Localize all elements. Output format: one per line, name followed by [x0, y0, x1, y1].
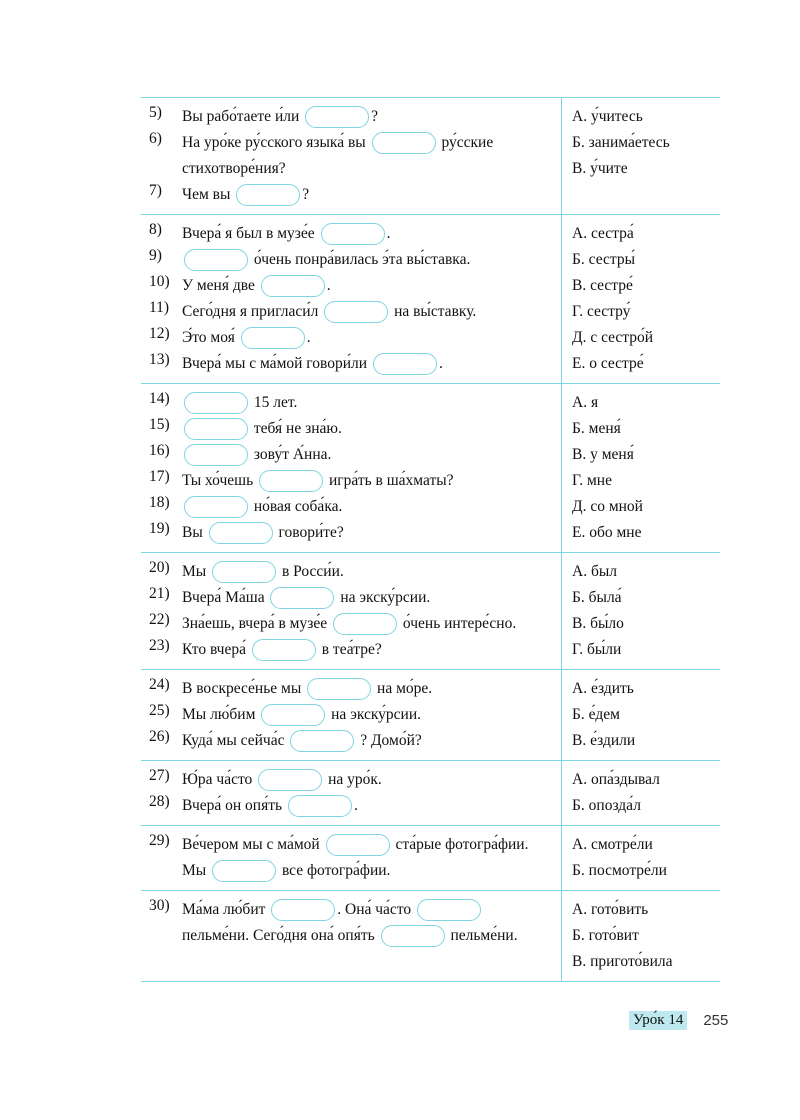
question-item [149, 611, 555, 637]
question-text: Кто вчера́ [182, 641, 250, 658]
exercise-table [141, 97, 720, 982]
question-number: 7) [149, 182, 162, 199]
exercise-section [141, 891, 720, 982]
answer-blank[interactable] [373, 353, 437, 375]
question-number: 26) [149, 728, 170, 745]
question-item [149, 182, 555, 208]
answers-column [562, 553, 720, 669]
answer-blank[interactable] [261, 704, 325, 726]
answer-blank[interactable] [326, 834, 390, 856]
answer-option: А. опа́здывал [572, 771, 660, 788]
answer-option: В. у меня́ [572, 446, 634, 463]
question-text: Ве́чером мы с ма́мой [182, 836, 324, 853]
question-number: 9) [149, 247, 162, 264]
answer-blank[interactable] [209, 522, 273, 544]
question-number: 21) [149, 585, 170, 602]
question-text: Мы лю́бим [182, 706, 260, 723]
exercise-section [141, 826, 720, 891]
question-number: 20) [149, 559, 170, 576]
question-item [149, 520, 555, 546]
question-number: 17) [149, 468, 170, 485]
answer-option: Д. с сестро́й [572, 329, 654, 346]
answers-column [562, 215, 720, 383]
question-text: в теа́тре? [317, 641, 382, 658]
answer-blank[interactable] [212, 561, 276, 583]
answer-blank[interactable] [212, 860, 276, 882]
answers-column [562, 98, 720, 214]
exercise-section [141, 670, 720, 761]
answer-blank[interactable] [381, 925, 445, 947]
questions-column [141, 670, 562, 760]
answer-blank[interactable] [259, 470, 323, 492]
answer-blank[interactable] [184, 418, 248, 440]
exercise-section [141, 553, 720, 670]
question-item [149, 832, 555, 884]
exercise-section [141, 384, 720, 553]
answer-blank[interactable] [324, 301, 388, 323]
question-item [149, 351, 555, 377]
question-number: 24) [149, 676, 170, 693]
answer-blank[interactable] [288, 795, 352, 817]
answer-option: А. смотре́ли [572, 836, 653, 853]
question-text: На уро́ке ру́сского языка́ вы [182, 134, 370, 151]
answer-option: Г. бы́ли [572, 641, 622, 658]
question-number: 16) [149, 442, 170, 459]
questions-column [141, 826, 562, 890]
question-number: 29) [149, 832, 170, 849]
answer-blank[interactable] [290, 730, 354, 752]
exercise-section [141, 98, 720, 215]
answer-option: Б. посмотре́ли [572, 862, 667, 879]
question-text: Куда́ мы сейча́с [182, 732, 289, 749]
question-text: пельме́ни. [446, 927, 518, 944]
question-text: тебя́ не зна́ю. [250, 420, 342, 437]
answer-blank[interactable] [252, 639, 316, 661]
answer-option: Б. е́дем [572, 706, 620, 723]
answer-option: В. бы́ло [572, 615, 624, 632]
answer-blank[interactable] [258, 769, 322, 791]
answer-option: Б. меня́ [572, 420, 621, 437]
question-text: в Росси́и. [278, 563, 344, 580]
question-text: о́чень понра́вилась э́та вы́ставка. [250, 251, 471, 268]
answer-option: Б. опозда́л [572, 797, 641, 814]
answer-option: А. я [572, 394, 599, 411]
answers-column [562, 384, 720, 552]
question-text: Ты хо́чешь [182, 472, 258, 489]
question-text: 15 лет. [250, 394, 298, 411]
question-number: 10) [149, 273, 170, 290]
answer-blank[interactable] [184, 249, 248, 271]
question-number: 19) [149, 520, 170, 537]
question-item [149, 559, 555, 585]
question-text: на мо́ре. [373, 680, 433, 697]
question-item [149, 676, 555, 702]
exercise-section [141, 761, 720, 826]
question-text: на уро́к. [324, 771, 382, 788]
question-item [149, 494, 555, 520]
questions-column [141, 891, 562, 981]
question-text: . Она́ ча́сто [337, 901, 416, 918]
answer-option: В. пригото́вила [572, 953, 673, 970]
answer-option: Б. занима́етесь [572, 134, 670, 151]
question-item [149, 247, 555, 273]
question-number: 28) [149, 793, 170, 810]
question-item [149, 637, 555, 663]
question-text: . [326, 277, 331, 294]
answer-blank[interactable] [305, 106, 369, 128]
answer-option: А. гото́вить [572, 901, 649, 918]
question-text: Мы [182, 862, 211, 879]
answer-option: Б. гото́вит [572, 927, 639, 944]
question-text: игра́ть в ша́хматы? [325, 472, 454, 489]
answer-blank[interactable] [236, 184, 300, 206]
question-item [149, 390, 555, 416]
question-number: 30) [149, 897, 170, 914]
answer-option: В. сестре́ [572, 277, 633, 294]
answer-blank[interactable] [184, 444, 248, 466]
answer-option: А. сестра́ [572, 225, 634, 242]
question-number: 11) [149, 299, 170, 316]
question-text: . [386, 225, 391, 242]
question-item [149, 702, 555, 728]
questions-column [141, 98, 562, 214]
answer-blank[interactable] [372, 132, 436, 154]
page-footer [629, 1011, 728, 1030]
question-number: 18) [149, 494, 170, 511]
question-text: ста́рые фотогра́фии. [391, 836, 529, 853]
question-text: ? [371, 108, 379, 125]
question-item [149, 130, 555, 182]
answers-column [562, 826, 720, 890]
answer-option: Г. сестру́ [572, 303, 631, 320]
question-text: Зна́ешь, вчера́ в музе́е [182, 615, 331, 632]
answer-blank[interactable] [261, 275, 325, 297]
answer-blank[interactable] [321, 223, 385, 245]
question-text: все фотогра́фии. [278, 862, 391, 879]
question-text: Э́то моя́ [182, 329, 239, 346]
question-number: 15) [149, 416, 170, 433]
question-number: 5) [149, 104, 162, 121]
question-item [149, 585, 555, 611]
question-text: стихотворе́ния? [182, 160, 286, 177]
question-text: на вы́ставку. [390, 303, 477, 320]
answer-blank[interactable] [184, 392, 248, 414]
question-item [149, 767, 555, 793]
question-text: ру́сские [437, 134, 494, 151]
question-text: на экску́рсии. [327, 706, 422, 723]
answer-option: А. у́читесь [572, 108, 643, 125]
question-text: Вы [182, 524, 207, 541]
question-text: о́чень интере́сно. [399, 615, 517, 632]
answer-blank[interactable] [307, 678, 371, 700]
question-number: 23) [149, 637, 170, 654]
questions-column [141, 384, 562, 552]
answer-option: В. е́здили [572, 732, 636, 749]
question-number: 27) [149, 767, 170, 784]
answer-option: Б. сестры́ [572, 251, 635, 268]
answer-option: А. е́здить [572, 680, 634, 697]
question-text: Чем вы [182, 186, 235, 203]
questions-column [141, 761, 562, 825]
question-number: 12) [149, 325, 170, 342]
question-number: 14) [149, 390, 170, 407]
answer-blank[interactable] [270, 587, 334, 609]
question-text: говори́те? [274, 524, 344, 541]
question-item [149, 793, 555, 819]
answer-blank[interactable] [184, 496, 248, 518]
question-item [149, 468, 555, 494]
page-number: 255 [703, 1012, 729, 1029]
questions-column [141, 553, 562, 669]
question-number: 22) [149, 611, 170, 628]
answer-blank[interactable] [241, 327, 305, 349]
answer-option: А. был [572, 563, 617, 580]
answers-column [562, 891, 720, 981]
question-text: Вчера́ я был в музе́е [182, 225, 319, 242]
question-item [149, 104, 555, 130]
question-text: зову́т А́нна. [250, 446, 332, 463]
question-text: . [438, 355, 443, 372]
question-text: Мы [182, 563, 211, 580]
question-text: . [306, 329, 311, 346]
question-text: У меня́ две [182, 277, 259, 294]
question-text: но́вая соба́ка. [250, 498, 343, 515]
answer-option: Е. о сестре́ [572, 355, 644, 372]
question-text: Вы рабо́таете и́ли [182, 108, 304, 125]
question-text: ? Домо́й? [356, 732, 422, 749]
answer-option: Г. мне [572, 472, 612, 489]
answer-option: Д. со мной [572, 498, 643, 515]
answer-option: Б. была́ [572, 589, 622, 606]
answer-blank[interactable] [417, 899, 481, 921]
question-item [149, 416, 555, 442]
question-item [149, 273, 555, 299]
question-text: Ма́ма лю́бит [182, 901, 270, 918]
question-item [149, 728, 555, 754]
answer-option: Е. обо мне [572, 524, 642, 541]
lesson-label: Уро́к 14 [629, 1011, 687, 1030]
question-text: Вчера́ Ма́ша [182, 589, 269, 606]
answer-blank[interactable] [271, 899, 335, 921]
question-text: пельме́ни. Сего́дня она́ опя́ть [182, 927, 379, 944]
question-item [149, 325, 555, 351]
question-text: на экску́рсии. [336, 589, 431, 606]
question-number: 13) [149, 351, 170, 368]
question-item [149, 299, 555, 325]
question-text: ? [302, 186, 310, 203]
question-text: Сего́дня я пригласи́л [182, 303, 323, 320]
answer-blank[interactable] [333, 613, 397, 635]
question-text: Ю́ра ча́сто [182, 771, 257, 788]
question-item [149, 442, 555, 468]
answers-column [562, 761, 720, 825]
question-item [149, 897, 555, 949]
question-text: В воскресе́нье мы [182, 680, 306, 697]
question-text: Вчера́ мы с ма́мой говори́ли [182, 355, 371, 372]
question-item [149, 221, 555, 247]
question-text: . [353, 797, 358, 814]
exercise-section [141, 215, 720, 384]
question-number: 6) [149, 130, 162, 147]
answers-column [562, 670, 720, 760]
answer-option: В. у́чите [572, 160, 628, 177]
question-number: 8) [149, 221, 162, 238]
question-number: 25) [149, 702, 170, 719]
question-text: Вчера́ он опя́ть [182, 797, 286, 814]
questions-column [141, 215, 562, 383]
